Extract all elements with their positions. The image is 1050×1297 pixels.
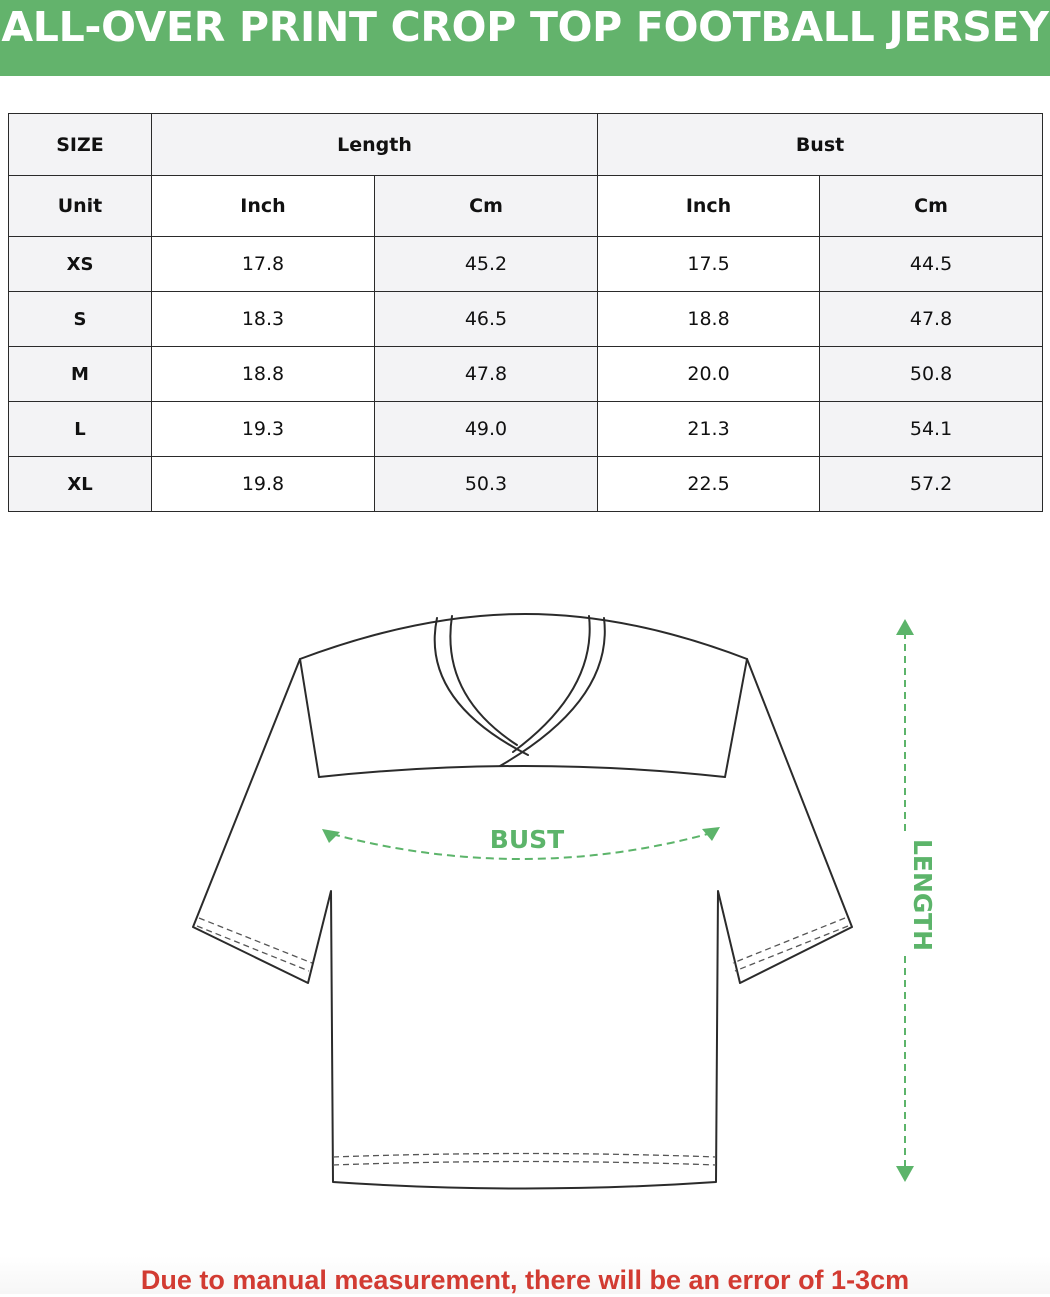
length-cm-value: 49.0 bbox=[375, 402, 598, 457]
jersey-outline bbox=[193, 614, 852, 1189]
table-row bbox=[9, 292, 1043, 347]
page-title: ALL-OVER PRINT CROP TOP FOOTBALL JERSEY bbox=[1, 3, 1049, 51]
length-inch-value: 19.8 bbox=[152, 457, 375, 512]
length-label: LENGTH bbox=[908, 839, 937, 951]
bust-cm-header: Cm bbox=[820, 176, 1043, 237]
size-label: XS bbox=[9, 237, 152, 292]
length-inch-value: 19.3 bbox=[152, 402, 375, 457]
bust-inch-value: 21.3 bbox=[598, 402, 820, 457]
length-cm-value: 45.2 bbox=[375, 237, 598, 292]
size-label: S bbox=[9, 292, 152, 347]
length-inch-header: Inch bbox=[152, 176, 375, 237]
jersey-diagram bbox=[0, 560, 1050, 1250]
bust-label: BUST bbox=[489, 825, 565, 854]
bust-inch-value: 18.8 bbox=[598, 292, 820, 347]
size-label: L bbox=[9, 402, 152, 457]
bust-inch-value: 17.5 bbox=[598, 237, 820, 292]
length-cm-header: Cm bbox=[375, 176, 598, 237]
bust-cm-value: 47.8 bbox=[820, 292, 1043, 347]
table-row bbox=[9, 402, 1043, 457]
bust-cm-value: 54.1 bbox=[820, 402, 1043, 457]
length-cm-value: 47.8 bbox=[375, 347, 598, 402]
size-label: M bbox=[9, 347, 152, 402]
table-row bbox=[9, 237, 1043, 292]
length-header: Length bbox=[152, 114, 598, 176]
length-arrow-bottom-icon bbox=[896, 1166, 914, 1182]
bust-header: Bust bbox=[598, 114, 1043, 176]
bust-inch-header: Inch bbox=[598, 176, 820, 237]
length-inch-value: 18.8 bbox=[152, 347, 375, 402]
size-chart-table bbox=[8, 113, 1043, 512]
title-banner bbox=[0, 0, 1050, 76]
bust-cm-value: 50.8 bbox=[820, 347, 1043, 402]
size-header: SIZE bbox=[9, 114, 152, 176]
bust-inch-value: 20.0 bbox=[598, 347, 820, 402]
length-cm-value: 46.5 bbox=[375, 292, 598, 347]
length-cm-value: 50.3 bbox=[375, 457, 598, 512]
table-header-row bbox=[9, 114, 1043, 176]
unit-header: Unit bbox=[9, 176, 152, 237]
measurement-note: Due to manual measurement, there will be an error of 1-3cm bbox=[140, 1265, 910, 1295]
bust-inch-value: 22.5 bbox=[598, 457, 820, 512]
size-label: XL bbox=[9, 457, 152, 512]
length-arrow-top-icon bbox=[896, 619, 914, 635]
length-inch-value: 17.8 bbox=[152, 237, 375, 292]
table-unit-row bbox=[9, 176, 1043, 237]
bust-cm-value: 44.5 bbox=[820, 237, 1043, 292]
table-row bbox=[9, 347, 1043, 402]
bust-cm-value: 57.2 bbox=[820, 457, 1043, 512]
table-row bbox=[9, 457, 1043, 512]
length-inch-value: 18.3 bbox=[152, 292, 375, 347]
